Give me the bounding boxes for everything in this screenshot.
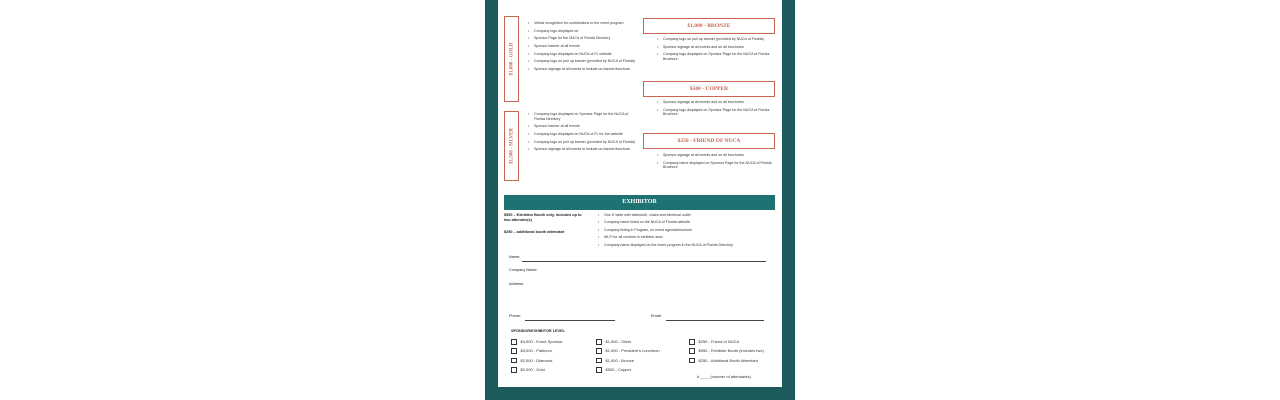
gold-tier-label-box <box>504 16 519 102</box>
bronze-benefits-list <box>657 37 775 65</box>
level-option[interactable] <box>689 348 764 354</box>
list-item: • Sponsor signage at all events and on all brochures <box>663 153 775 158</box>
exhibitor-banner: EXHIBITOR <box>504 195 775 210</box>
list-item: • Company logo displayed on NUCA of FL for the website <box>534 132 636 137</box>
email-field[interactable] <box>666 320 764 321</box>
level-option-label: $250 - Friend of NUCA <box>698 339 740 344</box>
level-option[interactable] <box>596 348 660 354</box>
copper-benefits-list <box>657 100 775 120</box>
level-option-label: $1,000 - President's Luncheon <box>605 348 660 354</box>
copper-tier-label: $500 - COPPER <box>643 81 775 97</box>
level-option[interactable] <box>511 339 563 345</box>
silver-tier-label-box <box>504 111 519 181</box>
level-option[interactable] <box>511 367 545 373</box>
level-option-label: $1,500 - Silver <box>605 339 632 344</box>
level-option-label: $1,000 - Bronze <box>605 357 634 363</box>
list-item: • Company name displayed on the event program in the NUCA of Florida Directory <box>604 243 779 247</box>
list-item: • Sponsor banner at all events <box>534 124 636 129</box>
list-item: • Company logo displayed on Sponsor Page for the NUCA of Florida Brochure <box>663 108 775 117</box>
list-item: • Company logo on pull up banner (provided by NUCA of Florida) <box>534 59 636 64</box>
level-option[interactable] <box>511 348 552 354</box>
list-item: • Company name listed on the NUCA of Florida website <box>604 220 779 224</box>
attendant-count-note: # ____ (number of attendants) <box>697 374 751 379</box>
level-option-label: $2,000 - Gold <box>520 366 545 372</box>
list-item: • Sponsor banner at all events <box>534 44 636 49</box>
list-item: • Sponsor signage at all events and on all brochures <box>663 45 775 50</box>
list-item: • Sponsor Page for the NUCA of Florida Directory <box>534 36 636 41</box>
list-item: • Company logo displayed on NUCA of FL website <box>534 52 636 57</box>
name-label: Name: <box>509 255 521 259</box>
friend-benefits-list <box>657 153 775 173</box>
phone-label: Phone: <box>509 314 522 318</box>
exhibitor-booth-price: $550 – Exhibitor Booth only, includes up to two attendee(s) <box>504 213 582 222</box>
list-item: • Company logo displayed on Sponsor Page for the NUCA of Florida Directory <box>534 112 636 121</box>
list-item: • One 6' table with tablecloth, chairs and electrical outlet <box>604 213 779 217</box>
email-label: Email: <box>651 314 662 318</box>
sponsor-level-heading: SPONSOR/EXHIBITOR LEVEL <box>511 329 565 333</box>
exhibitor-additional-price: $250 – additional booth attendant <box>504 230 565 234</box>
checkbox[interactable] <box>596 367 602 373</box>
address-label: Address: <box>509 282 524 286</box>
checkbox[interactable] <box>689 358 695 364</box>
list-item: • Company logo on pull up banner (provided by NUCA of Florida) <box>663 37 775 42</box>
checkbox[interactable] <box>689 339 695 345</box>
list-item: • Sponsor signage at all events to include on banner/brochure <box>534 67 636 72</box>
document-page <box>498 0 782 387</box>
level-option-label: $3,000 - Platinum <box>520 348 552 354</box>
checkbox[interactable] <box>511 367 517 373</box>
gold-tier-label: $1,000 - GOLD <box>509 42 514 76</box>
level-option-label: $550 - Exhibitor Booth (includes two) <box>698 348 764 354</box>
level-option[interactable] <box>596 358 634 364</box>
level-option[interactable] <box>689 358 758 364</box>
checkbox[interactable] <box>511 358 517 364</box>
level-option[interactable] <box>596 339 631 345</box>
level-option[interactable] <box>689 339 739 345</box>
checkbox[interactable] <box>511 348 517 354</box>
phone-field[interactable] <box>525 320 615 321</box>
level-option-label: $500 - Copper <box>605 366 632 372</box>
list-item: • Verbal recognition for contributions to the event program <box>534 21 636 26</box>
list-item: • Company logo displayed on <box>534 29 636 34</box>
company-name-label: Company Name: <box>509 268 538 272</box>
silver-benefits-list <box>528 112 636 155</box>
name-field[interactable] <box>522 261 766 262</box>
checkbox[interactable] <box>596 348 602 354</box>
level-option-label: $4,500 - Event Sponsor <box>520 339 563 344</box>
exhibitor-benefits-list <box>598 213 779 250</box>
list-item: • Company logo on pull up banner (provided by NUCA of Florida) <box>534 140 636 145</box>
list-item: • Company logo displayed on Sponsor Page for the NUCA of Florida Brochure <box>663 52 775 61</box>
level-option-label: $250 - Additional Booth Attendant <box>698 357 758 363</box>
list-item: • Sponsor signage at all events to include on banner/brochure <box>534 147 636 152</box>
gold-benefits-list <box>528 21 636 75</box>
checkbox[interactable] <box>596 339 602 345</box>
checkbox[interactable] <box>511 339 517 345</box>
bronze-tier-label: $1,000 - BRONZE <box>643 18 775 34</box>
list-item: • Sponsor signage at all events and on all brochures <box>663 100 775 105</box>
list-item: • Company listing in Program, on event agenda/brochure <box>604 228 779 232</box>
checkbox[interactable] <box>689 348 695 354</box>
checkbox[interactable] <box>596 358 602 364</box>
list-item: • Wi-Fi for all vendors in exhibitor area <box>604 235 779 239</box>
level-option[interactable] <box>511 358 552 364</box>
level-option-label: $2,500 - Diamond <box>520 357 553 363</box>
list-item: • Company name displayed on Sponsor Page for the NUCA of Florida Brochure <box>663 161 775 170</box>
level-option[interactable] <box>596 367 631 373</box>
friend-tier-label: $250 - FRIEND OF NUCA <box>643 133 775 149</box>
silver-tier-label: $1,500 - SILVER <box>509 127 514 165</box>
